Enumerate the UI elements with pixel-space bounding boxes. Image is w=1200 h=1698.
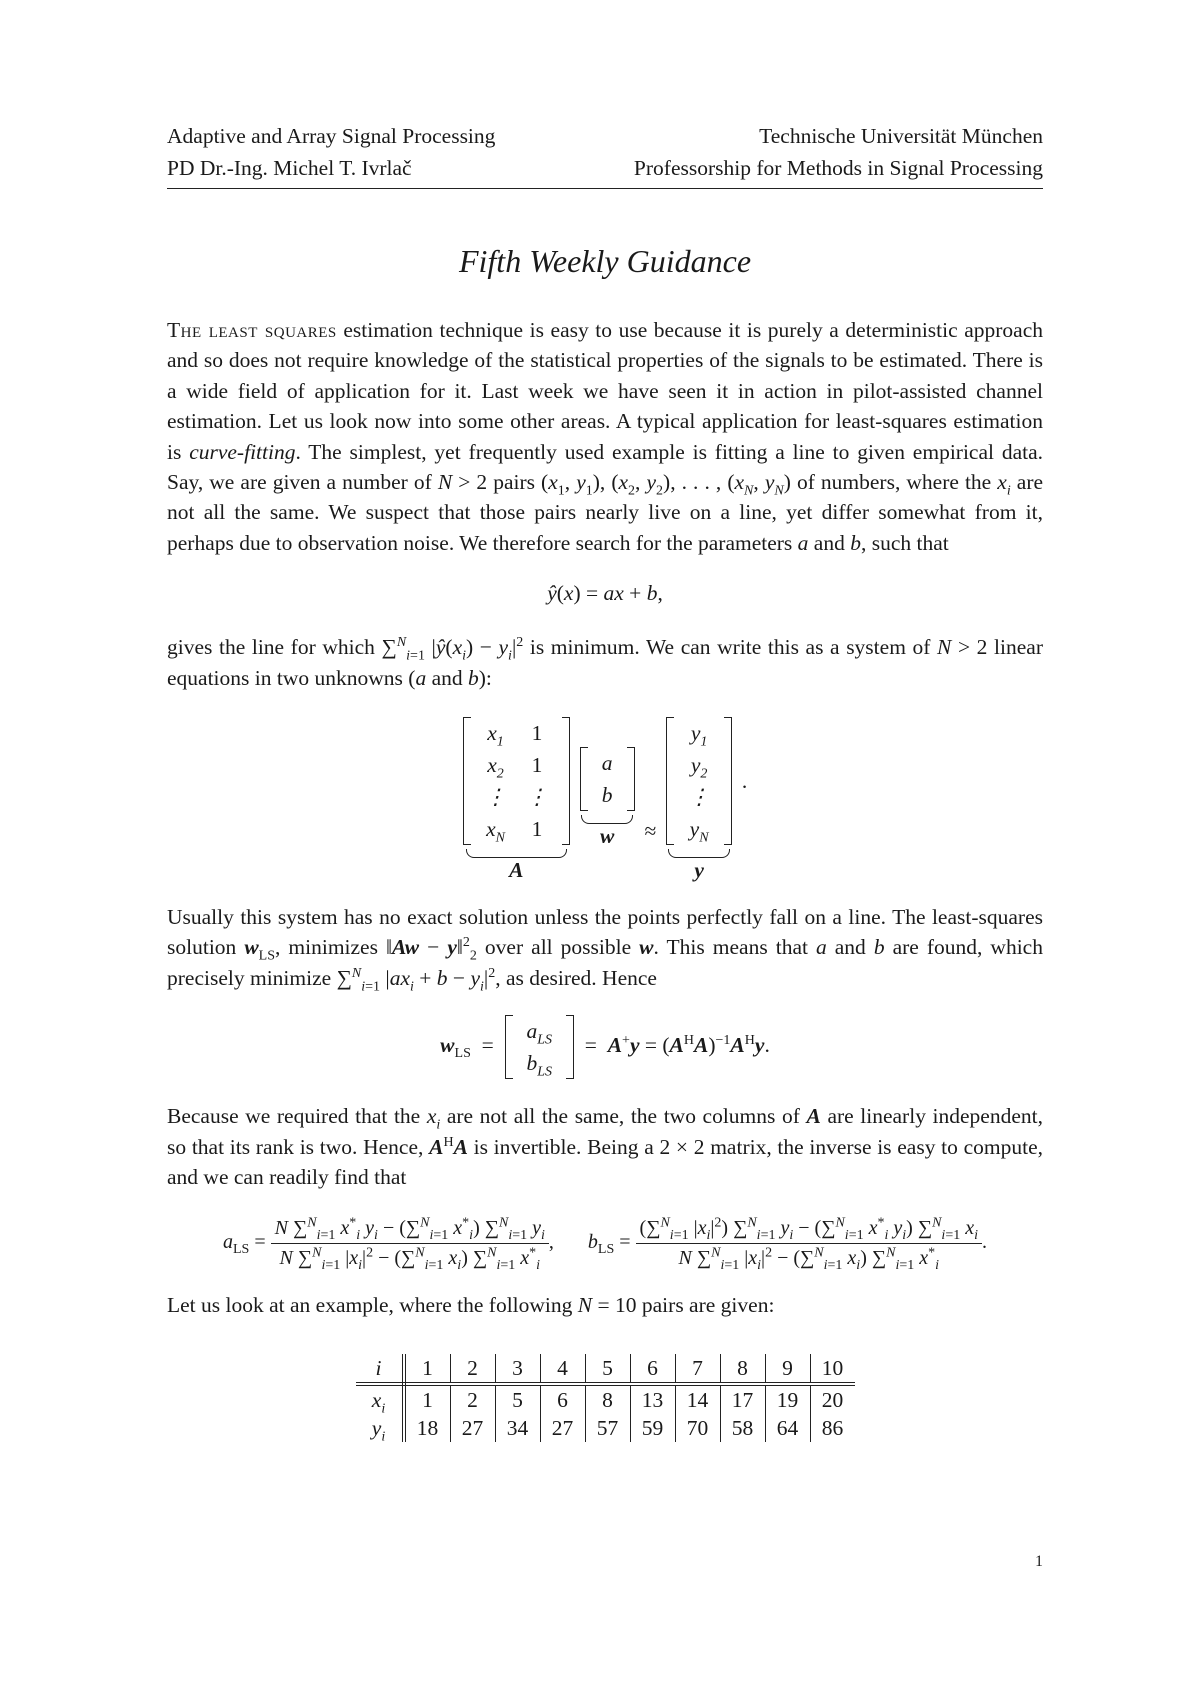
- text: and: [826, 935, 874, 960]
- table-cell: 8: [585, 1384, 630, 1414]
- matrix-A-brace: $x_1$ 1 $x_2$ 1 ⋮ ⋮ $x_N$ 1 A: [463, 717, 570, 882]
- table-cell: 20: [810, 1384, 855, 1414]
- line-equation: ŷ(x) = ax + b,: [547, 581, 663, 606]
- table-cell: 64: [765, 1414, 810, 1442]
- vector-w-brace: a b w: [580, 747, 635, 848]
- table-cell: 13: [630, 1384, 675, 1414]
- table-cell: 27: [450, 1414, 495, 1442]
- table-cell: 3: [495, 1354, 540, 1384]
- table-cell: 4: [540, 1354, 585, 1384]
- table-cell: 8: [720, 1354, 765, 1384]
- table-cell: 7: [675, 1354, 720, 1384]
- text: are found, which precisely minimize: [167, 935, 1043, 990]
- text: are linearly independent, so that its rank is two. Hence,: [167, 1104, 1043, 1159]
- table-cell: 6: [540, 1384, 585, 1414]
- y-label: y: [371, 1415, 382, 1440]
- paragraph-example: Let us look at an example, where the following N = 10 pairs are given:: [167, 1292, 775, 1317]
- matrix-A: $x_1$ 1 $x_2$ 1 ⋮ ⋮ $x_N$ 1: [463, 717, 570, 845]
- table-cell: 9: [765, 1354, 810, 1384]
- wls-equation: $w_{LS}$ = $a_{LS}$ $b_{LS}$ = $A^+y = (A^HA)^{-1}A^Hy$.: [167, 1015, 1043, 1079]
- table-row-y: [356, 1414, 855, 1442]
- table-header-x: $x_i$: [356, 1384, 404, 1414]
- text: of numbers, where the: [790, 470, 998, 495]
- data-table: [356, 1354, 855, 1445]
- table-cell: 34: [495, 1414, 540, 1442]
- table-cell: 59: [630, 1414, 675, 1442]
- table-cell: 10: [810, 1354, 855, 1384]
- linear-system-equation: $x_1$ 1 $x_2$ 1 ⋮ ⋮ $x_N$ 1 A a b w ≈ $y_1$ $y_2$ ⋮ $y_N$ y .: [167, 717, 1043, 882]
- page-content: [167, 120, 1044, 1445]
- table-cell: 5: [495, 1384, 540, 1414]
- text: over all possible: [476, 935, 640, 960]
- text: are not all the same, the two columns of: [440, 1104, 807, 1129]
- text: estimation technique is easy to use because it is purely a deterministic approach and so does not require knowledge of the statistical properties of the signals to be estimated. There is a wide field of application for it. Last week we have seen it in action in pilot-assisted channel estimation. Let us look now into some other areas. A typical application for least-squares estimation is: [167, 318, 1044, 464]
- table-row-x: [356, 1384, 855, 1414]
- paragraph-invertible: Because we required that the $x_i$ are not all the same, the two columns of A are linearly independent, so that its rank is two. Hence, $A^HA$ is invertible. Being a 2 × 2 matrix, the inverse is easy to compute, and we can readily find that: [167, 1104, 1043, 1190]
- vector-y-brace: $y_1$ $y_2$ ⋮ $y_N$ y: [666, 717, 732, 882]
- table-row-index: [356, 1354, 855, 1384]
- university-name: Technische Universität München: [759, 124, 1043, 148]
- text: . The simplest, yet frequently used example is fitting a line to given empirical data. Say, we are given a number of: [167, 439, 1044, 495]
- text: and: [808, 530, 851, 555]
- approx-sign: ≈: [644, 819, 657, 844]
- text: linear equations in two unknowns (: [167, 635, 1043, 690]
- table-cell: 18: [416, 1415, 439, 1440]
- text: and: [426, 665, 468, 690]
- vector-w: a b: [580, 747, 635, 811]
- table-cell: 6: [630, 1354, 675, 1384]
- text: pairs are given:: [636, 1292, 775, 1317]
- text: Because we required that the: [167, 1104, 427, 1129]
- table-cell: 1: [422, 1387, 433, 1412]
- table-cell: 17: [720, 1384, 765, 1414]
- lecturer-name: PD Dr.-Ing. Michel T. Ivrlač: [167, 156, 412, 180]
- table-cell: 1: [404, 1354, 451, 1384]
- professorship-name: Professorship for Methods in Signal Processing: [633, 156, 1043, 180]
- document-title: Fifth Weekly Guidance: [458, 243, 752, 279]
- text: Let us look at an example, where the following: [167, 1292, 578, 1317]
- wls-vector: $a_{LS}$ $b_{LS}$: [505, 1015, 575, 1079]
- intro-smallcaps: The least squares: [167, 318, 337, 342]
- table-cell: 14: [675, 1384, 720, 1414]
- text: , such that: [860, 530, 949, 555]
- text: is invertible. Being a 2 × 2 matrix, the inverse is easy to compute, and we can readily find that: [167, 1134, 1043, 1190]
- text: Usually this system has no exact solution unless the points perfectly fall on a line. The least-squares solution: [167, 905, 1043, 960]
- emphasis: curve-fitting: [189, 439, 296, 464]
- text: ):: [478, 665, 492, 690]
- table-cell: 86: [810, 1414, 855, 1442]
- page-number: 1: [1035, 1553, 1043, 1570]
- table-cell: 2: [450, 1354, 495, 1384]
- text: are not all the same. We suspect that those pairs nearly live on a line, yet differ somewhat from it, perhaps due to observation noise. We therefore search for the parameters: [167, 470, 1044, 555]
- table-cell: 57: [585, 1414, 630, 1442]
- a-ls-formula: $a_{LS}$ = $\frac{N \sum^N_{i=1} x^*_i y_i - (\sum^N_{i=1} x^*_i) \sum^N_{i=1} y_i}{N \sum^N_{i=1} |x_i|^2 - (\sum^N_{i=1} x_i) \sum^N_{i=1} x^*_i}$ ,: [223, 1214, 554, 1273]
- table-cell: 19: [765, 1384, 810, 1414]
- header-row-2: [167, 152, 1043, 184]
- paragraph-system: gives the line for which ∑$^N_{i=1}$ $|ŷ(x_i) - y_i|^2$ is minimum. We can write this as a system of N > 2 linear equations in two unknowns (a and b):: [167, 635, 1043, 690]
- closed-form-solutions: [167, 1214, 1043, 1273]
- table-cell: 27: [540, 1414, 585, 1442]
- table-header-i: i: [356, 1354, 404, 1384]
- course-title: Adaptive and Array Signal Processing: [167, 124, 496, 148]
- table-cell: 70: [675, 1414, 720, 1442]
- text: gives the line for which: [167, 635, 382, 660]
- table-cell: 5: [585, 1354, 630, 1384]
- table-header-y: $y_i$: [356, 1414, 404, 1442]
- text: pairs: [487, 470, 542, 495]
- table-cell: 2: [450, 1384, 495, 1414]
- vector-y: $y_1$ $y_2$ ⋮ $y_N$: [666, 717, 732, 845]
- text: is minimum. We can write this as a system of: [523, 635, 938, 660]
- text: , as desired. Hence: [495, 965, 657, 990]
- paragraph-least-squares: Usually this system has no exact solution unless the points perfectly fall on a line. The least-squares solution $w_{LS}$, minimizes ‖Aw − y‖$^2_2$ over all possible w. This means that a and b are found, which precisely minimize ∑$^N_{i=1}$ $|ax_i + b - y_i|^2$, as desired. Hence: [167, 905, 1043, 995]
- header-row-1: [167, 120, 1043, 152]
- header-rule: [167, 188, 1043, 189]
- text: . This means that: [653, 935, 816, 960]
- table-cell: 58: [720, 1414, 765, 1442]
- paragraph-intro: The least squares estimation technique is easy to use because it is purely a deterministic approach and so does not require knowledge of the statistical properties of the signals to be estimated. There is a wide field of application for it. Last week we have seen it in action in pilot-assisted channel estimation. Let us look now into some other areas. A typical application for least-squares estimation is curve-fitting. The simplest, yet frequently used example is fitting a line to given empirical data. Say, we are given a number of N > 2 pairs ($x_1$, $y_1$), ($x_2$, $y_2$), . . . , ($x_N$, $y_N$) of numbers, where the $x_i$ are not all the same. We suspect that those pairs nearly live on a line, yet differ somewhat from it, perhaps due to observation noise. We therefore search for the parameters a and b, such that: [167, 318, 1044, 555]
- x-label: x: [371, 1387, 382, 1412]
- b-ls-formula: $b_{LS}$ = $\frac{(\sum^N_{i=1} |x_i|^2) \sum^N_{i=1} y_i - (\sum^N_{i=1} x^*_i y_i) \sum^N_{i=1} x_i}{N \sum^N_{i=1} |x_i|^2 - (\sum^N_{i=1} x_i) \sum^N_{i=1} x^*_i}$ .: [587, 1214, 987, 1273]
- text: , minimizes: [275, 935, 386, 960]
